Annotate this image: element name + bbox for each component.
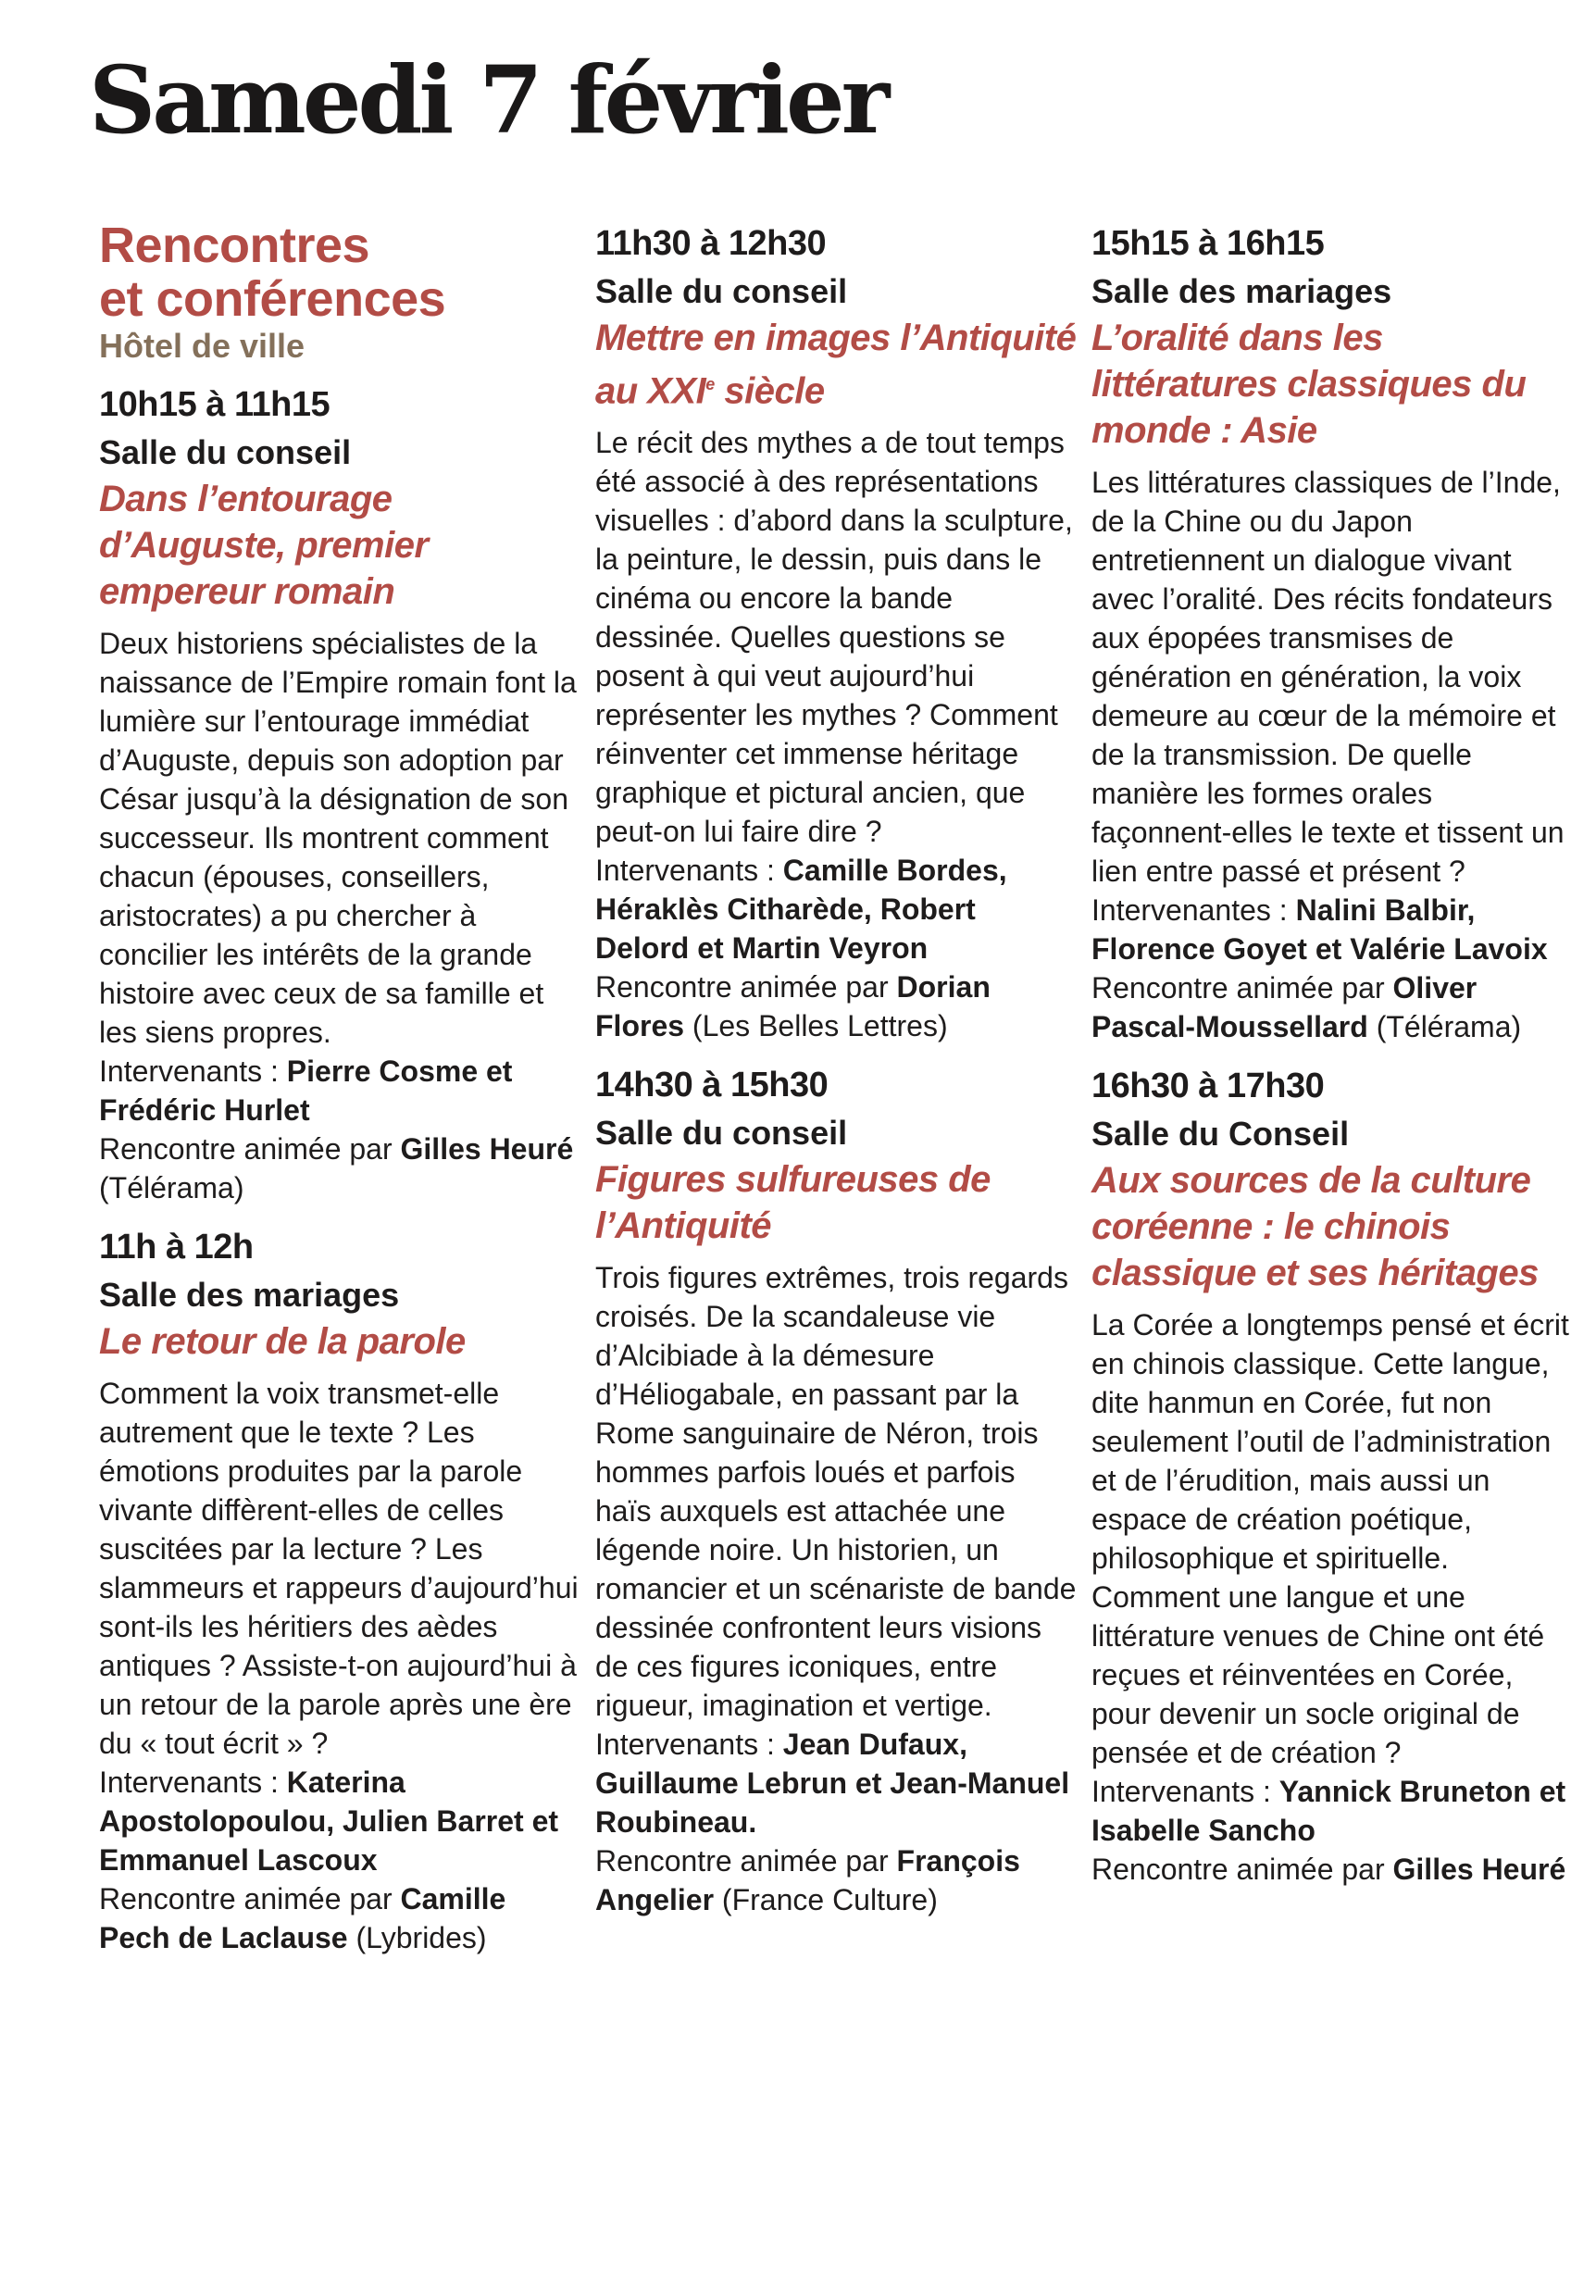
- page-title: Samedi 7 février: [89, 45, 887, 155]
- event-room: Salle du conseil: [595, 1114, 848, 1153]
- event-time: 14h30 à 15h30: [595, 1066, 829, 1105]
- column-2: [595, 220, 1077, 1936]
- speakers-label: Intervenants :: [99, 1054, 287, 1088]
- moderator-org: (France Culture): [714, 1883, 938, 1917]
- event-title: Figures sulfureuses de l’Antiquité: [595, 1159, 991, 1247]
- event-room: Salle du Conseil: [1091, 1115, 1350, 1153]
- event-time: 11h à 12h: [99, 1228, 254, 1267]
- event-3: [595, 220, 1077, 1045]
- event-title: Dans l’entourage d’Auguste, premier empereur romain: [99, 479, 429, 612]
- event-title: Aux sources de la culture coréenne : le chinois classique et ses héritages: [1091, 1160, 1539, 1293]
- event-description: La Corée a longtemps pensé et écrit en chinois classique. Cette langue, dite hanmun en Corée, fut non seulement l’outil de l’administration et de l’érudition, mais aussi un espace de création poétique, philosophique et spirituelle. Comment une langue et une littérature venues de Chine ont été reçues et réinventées en Corée, pour devenir un socle original de pensée et de création ?: [1091, 1308, 1569, 1769]
- speakers-names: Yannick Bruneton et Isabelle Sancho: [1091, 1775, 1566, 1847]
- event-time: 11h30 à 12h30: [595, 224, 827, 263]
- speakers-label: Intervenants :: [99, 1766, 287, 1799]
- event-title: L’oralité dans les littératures classiques du monde : Asie: [1091, 318, 1527, 451]
- event-speakers: [595, 851, 1077, 967]
- moderator-org: (Télérama): [1367, 1010, 1522, 1043]
- event-time: 15h15 à 16h15: [1091, 224, 1325, 263]
- event-description: Les littératures classiques de l’Inde, de la Chine ou du Japon entretiennent un dialogue vivant avec l’oralité. Des récits fondateurs aux épopées transmises de génération en génération, la voix demeure au cœur de la mémoire et de la transmission. De quelle manière les formes orales façonnent-elles le texte et tissent un lien entre passé et présent ?: [1091, 466, 1565, 888]
- speakers-names: Katerina Apostolopoulou, Julien Barret et Emmanuel Lascoux: [99, 1766, 559, 1877]
- section-title-line2: et conférences: [99, 271, 446, 327]
- moderator-label: Rencontre animée par: [595, 970, 897, 1004]
- column-3: [1091, 220, 1573, 1905]
- event-speakers: [99, 1763, 580, 1879]
- event-time: 16h30 à 17h30: [1091, 1067, 1325, 1105]
- event-moderator: [595, 967, 1077, 1045]
- moderator-label: Rencontre animée par: [1091, 971, 1393, 1004]
- event-time: 10h15 à 11h15: [99, 385, 330, 424]
- moderator-name: Dorian Flores: [595, 970, 991, 1043]
- event-title: Le retour de la parole: [99, 1321, 466, 1362]
- moderator-name: Gilles Heuré: [400, 1132, 574, 1166]
- speakers-names: Pierre Cosme et Frédéric Hurlet: [99, 1054, 513, 1127]
- event-title: [595, 315, 1077, 414]
- event-description: Le récit des mythes a de tout temps été associé à des représentations visuelles : d’abord dans la sculpture, la peinture, le dessin, puis dans le cinéma ou encore la bande dessinée. Quelles questions se posent à qui veut aujourd’hui représenter les mythes ? Comment réinventer cet immense héritage graphique et pictural ancien, que peut-on lui faire dire ?: [595, 426, 1073, 849]
- moderator-label: Rencontre animée par: [99, 1132, 401, 1166]
- event-room: Salle du conseil: [595, 272, 848, 310]
- moderator-label: Rencontre animée par: [1091, 1853, 1393, 1886]
- event-moderator: [99, 1879, 580, 1957]
- speakers-label: Intervenants :: [595, 854, 783, 888]
- event-moderator: [1091, 1850, 1573, 1889]
- moderator-org: (Lybrides): [347, 1921, 487, 1954]
- event-speakers: [595, 1725, 1077, 1841]
- speakers-label: Intervenantes :: [1091, 893, 1296, 927]
- event-speakers: [1091, 891, 1573, 968]
- event-5: [1091, 220, 1573, 1046]
- event-speakers: [1091, 1772, 1573, 1850]
- event-description: Trois figures extrêmes, trois regards croisés. De la scandaleuse vie d’Alcibiade à la démesure d’Héliogabale, en passant par la Rome sanguinaire de Néron, trois hommes parfois loués et parfois haïs auxquels est attachée une légende noire. Un historien, un romancier et un scénariste de bande dessinée confrontent leurs visions de ces figures iconiques, entre rigueur, imagination et vertige.: [595, 1261, 1077, 1723]
- speakers-names: Jean Dufaux, Guillaume Lebrun et Jean-Manuel Roubineau.: [595, 1728, 1070, 1840]
- event-1: [99, 381, 580, 1207]
- event-room: Salle du conseil: [99, 433, 352, 471]
- moderator-name: Camille Pech de Laclause: [99, 1882, 506, 1954]
- event-moderator: [99, 1129, 580, 1207]
- column-1: [99, 218, 580, 1974]
- event-title-end: siècle: [714, 370, 825, 412]
- event-title-superscript: e: [705, 375, 715, 393]
- event-title-main: Mettre en images l’Antiquité au XXI: [595, 318, 1077, 412]
- section-title: [99, 218, 580, 326]
- event-moderator: [595, 1841, 1077, 1919]
- moderator-name: François Angelier: [595, 1844, 1020, 1917]
- speakers-names: Camille Bordes, Héraklès Citharède, Robert Delord et Martin Veyron: [595, 854, 1007, 966]
- moderator-label: Rencontre animée par: [595, 1844, 897, 1878]
- speakers-label: Intervenants :: [595, 1728, 783, 1762]
- moderator-name: Oliver Pascal-Moussellard: [1091, 971, 1478, 1043]
- event-description: Deux historiens spécialistes de la naissance de l’Empire romain font la lumière sur l’entourage immédiat d’Auguste, depuis son adoption par César jusqu’à la désignation de son successeur. Ils montrent comment chacun (épouses, conseillers, aristocrates) a pu chercher à concilier les intérêts de la grande histoire avec ceux de sa famille et les siens propres.: [99, 627, 577, 1049]
- event-2: [99, 1224, 580, 1957]
- event-6: [1091, 1063, 1573, 1889]
- section-title-line1: Rencontres: [99, 218, 370, 273]
- event-speakers: [99, 1052, 580, 1129]
- moderator-org: (Télérama): [99, 1171, 244, 1204]
- speakers-label: Intervenants :: [1091, 1775, 1279, 1808]
- moderator-org: (Les Belles Lettres): [684, 1009, 948, 1043]
- speakers-names: Nalini Balbir, Florence Goyet et Valérie Lavoix: [1091, 893, 1548, 966]
- event-description: Comment la voix transmet-elle autrement que le texte ? Les émotions produites par la parole vivante diffèrent-elles de celles suscitées par la lecture ? Les slammeurs et rappeurs d’aujourd’hui sont-ils les héritiers des aèdes antiques ? Assiste-t-on aujourd’hui à un retour de la parole après une ère du « tout écrit » ?: [99, 1377, 579, 1760]
- moderator-name: Gilles Heuré: [1392, 1853, 1566, 1886]
- event-room: Salle des mariages: [1091, 272, 1392, 310]
- venue-label: Hôtel de ville: [99, 327, 305, 365]
- moderator-label: Rencontre animée par: [99, 1882, 401, 1915]
- event-moderator: [1091, 968, 1573, 1046]
- event-4: [595, 1062, 1077, 1919]
- event-room: Salle des mariages: [99, 1276, 400, 1314]
